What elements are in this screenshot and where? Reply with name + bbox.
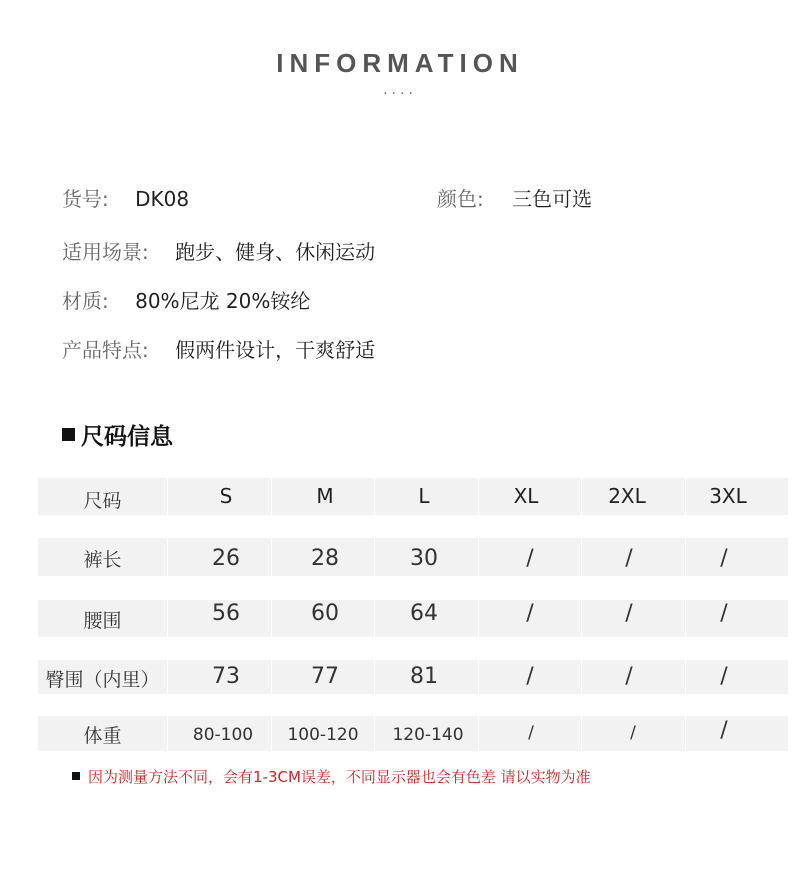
table-cell: / <box>625 546 633 571</box>
color-row <box>437 183 592 212</box>
table-cell: 100-120 <box>287 725 359 745</box>
material-label: 材质: <box>62 289 109 313</box>
table-row-label: 腰围 <box>83 610 122 632</box>
size-section-title: 尺码信息 <box>81 424 173 450</box>
color-value: 三色可选 <box>512 187 593 211</box>
title-dots: ···· <box>383 86 417 102</box>
table-cell: / <box>720 664 728 689</box>
scene-row <box>62 236 375 265</box>
table-cell: 77 <box>311 664 339 689</box>
table-row-label: 裤长 <box>83 549 122 571</box>
square-bullet-icon <box>72 772 80 780</box>
table-cell: 56 <box>212 601 240 626</box>
table-cell: 120-140 <box>392 725 464 745</box>
table-cell: / <box>526 546 534 571</box>
sku-label: 货号: <box>62 187 109 211</box>
table-cell: 81 <box>410 664 438 689</box>
table-cell: 80-100 <box>192 725 254 745</box>
table-cell: / <box>526 601 534 626</box>
table-cell: / <box>526 664 534 689</box>
table-cell: 64 <box>410 601 438 626</box>
size-section-heading <box>62 418 173 451</box>
table-header-cell: XL <box>513 484 539 508</box>
table-row-label: 臀围（内里） <box>45 669 160 691</box>
scene-label: 适用场景: <box>62 240 149 264</box>
feature-label: 产品特点: <box>62 338 149 362</box>
table-cell: / <box>720 601 728 626</box>
square-bullet-icon <box>62 428 75 441</box>
feature-row <box>62 334 375 363</box>
table-cell: / <box>625 664 633 689</box>
table-header-cell: S <box>219 484 233 508</box>
feature-value: 假两件设计，干爽舒适 <box>175 338 376 362</box>
table-cell: / <box>630 723 636 743</box>
table-cell: 73 <box>212 664 240 689</box>
sku-value: DK08 <box>135 187 190 211</box>
table-cell: 30 <box>410 546 438 571</box>
scene-value: 跑步、健身、休闲运动 <box>175 240 376 264</box>
material-row <box>62 285 310 314</box>
page-title: INFORMATION <box>276 48 524 78</box>
table-row-label: 体重 <box>83 725 122 747</box>
table-header-cell: M <box>316 484 334 508</box>
table-cell: 28 <box>311 546 339 571</box>
table-header-cell: 2XL <box>608 484 646 508</box>
table-header-cell: L <box>418 484 430 508</box>
table-header-label: 尺码 <box>83 490 122 512</box>
table-cell: / <box>625 601 633 626</box>
sku-row <box>62 183 189 212</box>
table-cell: 26 <box>212 546 240 571</box>
disclaimer-note <box>72 766 591 787</box>
material-value: 80%尼龙 20%铵纶 <box>135 289 311 313</box>
color-label: 颜色: <box>437 187 484 211</box>
table-cell: / <box>720 718 728 743</box>
table-cell: / <box>528 723 534 743</box>
table-cell: 60 <box>311 601 339 626</box>
table-header-cell: 3XL <box>709 484 747 508</box>
column-divider <box>167 478 168 751</box>
table-cell: / <box>720 546 728 571</box>
disclaimer-text: 因为测量方法不同，会有1-3CM误差，不同显示器也会有色差 请以实物为准 <box>88 768 591 786</box>
